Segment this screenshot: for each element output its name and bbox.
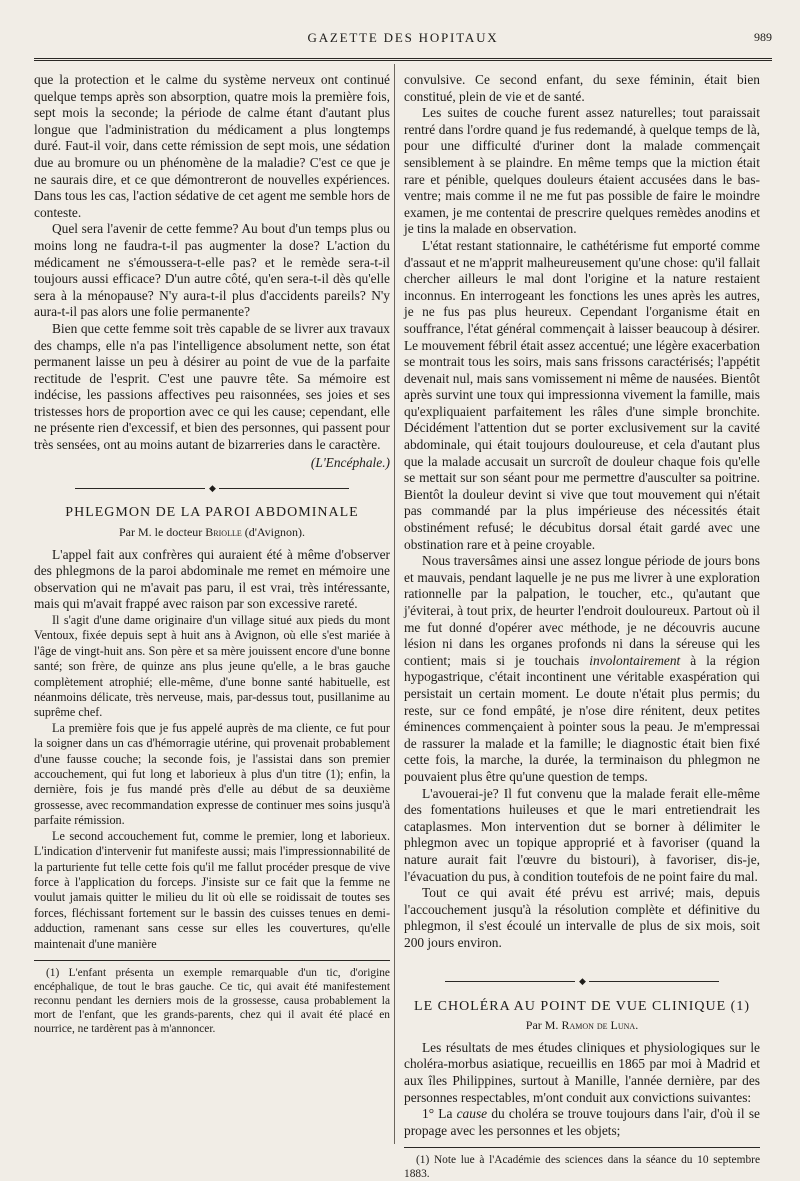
paragraph: Les suites de couche furent assez naturelles; tout paraissait rentré dans l'ordre quand je fus redemandé, à quelque temps de là, pour une difficulté d'uriner dont la malade commençait sensiblement à se plaindre. En même temps que la miction était rare et pénible, quelques douleurs étaient accusées dans le bas-ventre; mais comme il ne me fut pas possible de faire le moindre examen, je me contentai de prescrire quelques remèdes anodins et je tins la malade en observation.: [404, 105, 760, 237]
byline-suffix: .: [635, 1018, 639, 1033]
byline: [34, 524, 390, 541]
paragraph: L'avouerai-je? Il fut convenu que la malade ferait elle-même des fomentations huileuses et que le mari entretiendrait les cataplasmes. Mon intervention dut se borner à délimiter le phlegmon avec un topique approprié et à favoriser (quand la nature aurait fait l'œuvre du bistouri), à favoriser, dis-je, l'évacuation du pus, à condition toutefois de ne point faire du mal.: [404, 785, 760, 884]
text-run: Nous traversâmes ainsi une assez longue période de jours bons et mauvais, pendant laquelle je ne pus me livrer à une exploration rationnelle par la palpation, le toucher, etc., qu'autant que j'éviterai, à tout prix, de heurter l'endroit douloureux. Partout où il me fut donné d'opérer avec méthode, je ne découvris aucune lésion ni dans les organes profonds ni dans la séreuse qui les contient; mais si je touchais: [404, 553, 760, 668]
left-column: [34, 72, 390, 1036]
paragraph: [404, 553, 760, 785]
footnote: (1) Note lue à l'Académie des sciences dans la séance du 10 septembre 1883.: [404, 1154, 760, 1181]
byline-prefix: Par M.: [525, 1018, 559, 1033]
footnote: (1) L'enfant présenta un exemple remarquable d'un tic, d'origine encéphalique, de tout le bras gauche. Ce tic, qui avait été manifestement reconnu pendant les derniers mois de la grossesse, causa probablement la mort de l'enfant, que les grands-parents, chez qui il avait été placé en nourrice, ne tardèrent pas à m'annoncer.: [34, 966, 390, 1035]
author-name: Briolle: [205, 525, 242, 540]
paragraph: [404, 1106, 760, 1139]
section-separator: ◆: [34, 480, 390, 497]
header-rule: [34, 58, 772, 61]
byline-prefix: Par M. le docteur: [118, 525, 203, 540]
footnote-rule: [34, 960, 390, 961]
source-signoff: (L'Encéphale.): [310, 454, 390, 470]
paragraph: Tout ce qui avait été prévu est arrivé; mais, depuis l'accouchement jusqu'à la résolution complète et définitive du phlegmon, il s'est écoulé un intervalle de plus de six mois, soit 200 jours environ.: [404, 885, 760, 950]
article-title: PHLEGMON DE LA PAROI ABDOMINALE: [65, 505, 359, 521]
emphasis: cause: [456, 1106, 488, 1122]
column-divider: [394, 64, 395, 1144]
section-separator: ◆: [404, 973, 760, 990]
article-title: LE CHOLÉRA AU POINT DE VUE CLINIQUE (1): [414, 998, 750, 1014]
author-name: Ramon de Luna: [561, 1018, 636, 1033]
text-run: 1° La: [422, 1106, 453, 1122]
paragraph: que la protection et le calme du système nerveux ont continué quelque temps après son absorption, quatre mois la première fois, sept mois la seconde; la période de calme étant d'autant plus longue que l'administration du médicament a plus longtemps duré. Faut-il voir, dans cette rémission de sept mois, une sédation due au bromure ou un phénomène de la maladie? C'est ce que je ne saurais dire, et ce que démontreront de nouvelles expériences. Dans tous les cas, l'action sédative de cet agent me semble hors de conteste.: [34, 72, 390, 220]
paragraph: Les résultats de mes études cliniques et physiologiques sur le choléra-morbus asiatique, recueillis en 1865 par moi à Madrid et aux îles Philippines, surtout à Manille, l'année dernière, par des personnes respectables, m'ont conduit aux convictions suivantes:: [404, 1039, 760, 1105]
paragraph: Le second accouchement fut, comme le premier, long et laborieux. L'indication d'intervenir fut manifeste aussi; mais l'impressionnabilité de la parturiente fut telle cette fois qu'il me fallut procéder presque de vive force à l'application du forceps. J'insiste sur ce fait que la femme ne voulut jamais quitter le milieu du lit où elle se roidissait de toutes ses forces, fléchissant fortement sur le bassin des cuisses tenues en demi-adduction, ramenant sans cesse sur elles les couvertures, qu'elle maintenait d'une manière: [34, 828, 390, 951]
text-run: à la région hypogastrique, c'était incontinent une véritable exaspération qui persistait un certain moment. Le doute n'était plus permis; du reste, sur ce fond empâté, je n'ose dire rénitent, deux petites éminences commençaient à pointer sous la peau. Je m'empressai de rassurer la malade et la famille; le diagnostic était bien fixé cette fois, la marche, la durée, la terminaison du phlegmon ne pouvaient plus être qu'une question de temps.: [404, 652, 760, 784]
paragraph: Bien que cette femme soit très capable de se livrer aux travaux des champs, elle n'a pas l'intelligence absolument nette, son état permanent laisse un peu à désirer au point de vue de la parfaite rectitude de l'esprit. C'est une pauvre tête. Sa mémoire est indécise, les passions affectives peu raisonnées, ses joies et ses tristesses hors de proportion avec ce qui les cause; cependant, elle ne présente rien d'excessif, et bien des personnes, qui passent pour très sensées, ont au moins autant de bizarreries dans le caractère.: [34, 320, 390, 453]
paragraph: La première fois que je fus appelé auprès de ma cliente, ce fut pour la soigner dans un cas d'hémorragie utérine, qui provenait probablement d'une fausse couche; la seconde fois, je l'assistai dans son premier accouchement, qui fut long et laborieux à plus d'un titre (1); enfin, la dernière, fois je fus mandé près d'elle au début de sa deuxième grossesse, avec recommandation expresse de continuer mes soins jusqu'à parfaite rémission.: [34, 720, 390, 828]
text-run: du choléra se trouve toujours dans l'air, d'où il se propage avec les personnes et les objets;: [404, 1106, 760, 1138]
paragraph: Quel sera l'avenir de cette femme? Au bout d'un temps plus ou moins long ne faudra-t-il pas augmenter la dose? L'action du médicament ne s'émoussera-t-elle pas? et le remède sera-t-il toujours aussi efficace? D'un autre côté, qu'en sera-t-il dès qu'elle sera à la ménopause? N'y aura-t-il plus d'accidents pareils? N'y aura-t-il pas alors une folie permanente?: [34, 221, 390, 320]
right-column: [404, 72, 760, 1181]
running-header: [34, 30, 772, 50]
emphasis: involontairement: [589, 652, 681, 668]
paragraph: L'appel fait aux confrères qui auraient été à même d'observer des phlegmons de la paroi abdominale me remet en mémoire une observation qui ne m'avait pas paru, il est vrai, très intéressante, mais qui m'avait frappé avec raison par son excessive rareté.: [34, 546, 390, 612]
footnote-rule: [404, 1147, 760, 1148]
page-number: 989: [754, 30, 772, 44]
byline: [404, 1017, 760, 1034]
paragraph: L'état restant stationnaire, le cathétérisme fut emporté comme d'assaut et ne m'apprit malheureusement qu'une chose: qu'il fallait chercher ailleurs le mal dont l'origine et la nature restaient inconnus. En interrogeant les fonctions les unes après les autres, je ne fus pas plus heureux. Cependant l'organisme était en souffrance, l'état général commençait à laisser beaucoup à désirer. Le mouvement fébril était assez accentué; une légère exacerbation se montrait tous les soirs, mais sans frissons caractérisés; l'appétit devenait nul, mais sans vomissement ni même de nausées. Bientôt après survint une toux qui impressionna vivement la famille, mais qu'expliquaient parfaitement les râles d'une simple bronchite. Décidément l'attention dut se porter exclusivement sur la cavité abdominale, qui était toujours douloureuse, et cela d'autant plus que la malade accusait un surcroît de douleur chaque fois qu'elle se mettait sur son séant pour me permettre d'ausculter sa poitrine. Bientôt la douleur devint si vive que tout mouvement qui n'était pas commandé par la plus impérieuse des nécessités était obstinément refusé; le décubitus dorsal était gardé avec une obstination rare et à peine croyable.: [404, 237, 760, 552]
paragraph: Il s'agit d'une dame originaire d'un village situé aux pieds du mont Ventoux, fixée depuis sept à huit ans à Avignon, où elle s'est mariée à l'âge de vingt-huit ans. Son père et sa mère jouissent encore d'une bonne santé; son frère, de quinze ans plus jeune qu'elle, a le bras gauche complètement atrophié; elle-même, d'une bonne santé habituelle, est néanmoins délicate, très nerveuse, mais, par-dessus tout, pusillanime au suprême chef.: [34, 613, 390, 720]
journal-title: GAZETTE DES HOPITAUX: [307, 30, 499, 45]
byline-suffix: (d'Avignon).: [244, 525, 306, 540]
paragraph: convulsive. Ce second enfant, du sexe féminin, était bien constitué, plein de vie et de santé.: [404, 72, 760, 104]
